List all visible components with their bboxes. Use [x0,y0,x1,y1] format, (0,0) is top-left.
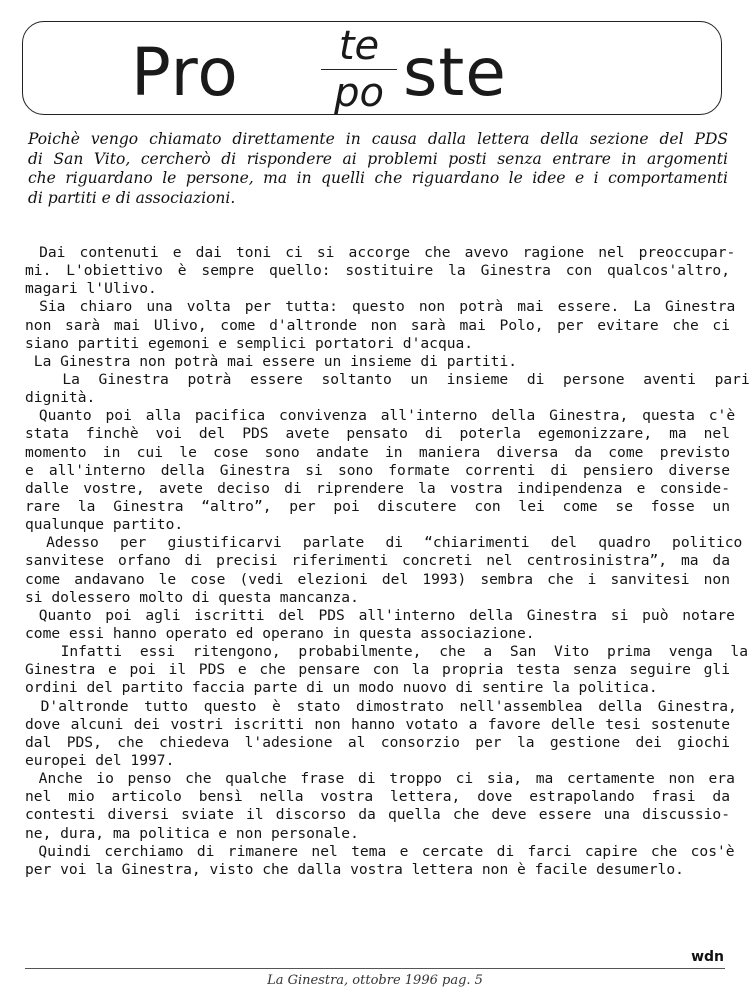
body-line: europei del 1997. [25,751,175,769]
body-line: come essi hanno operato ed operano in questa associazione. [25,624,535,642]
body-line: La Ginestra non potrà mai essere un insieme di partiti. [25,352,518,370]
intro-line: di partiti e di associazioni. [28,188,236,207]
body-line: magari l'Ulivo. [25,280,157,298]
body-line: si dolessero molto di questa mancanza. [25,588,359,606]
body-line: dove alcuni dei vostri iscritti non hanno votato a favore delle tesi sostenute [25,715,730,733]
body-line: nel mio articolo bensì nella vostra lettera, dove estrapolando frasi da [25,788,730,806]
intro-paragraph [28,130,728,208]
body-line: dal PDS, che chiedeva l'adesione al consorzio per la gestione dei giochi [25,733,730,751]
body-line: ne, dura, ma politica e non personale. [25,824,359,842]
page-footer: La Ginestra, ottobre 1996 pag. 5 [267,973,483,988]
body-line: mi. L'obiettivo è sempre quello: sostituire la Ginestra con qualcos'altro, [25,262,730,280]
article-body [25,244,750,879]
body-line: per voi la Ginestra, visto che dalla vostra lettera non è facile desumerlo. [25,860,684,878]
body-line: Dai contenuti e dai toni ci si accorge che avevo ragione nel preoccupar- [25,244,736,261]
body-line: stata finchè voi del PDS avete pensato di poterla egemonizzare, ma nel [25,425,730,443]
intro-line: di San Vito, cercherò di rispondere ai problemi posti senza entrare in argomenti [28,149,728,168]
body-line: come andavano le cose (vedi elezioni del 1993) sembra che i sanvitesi non [25,570,730,588]
body-line: sanvitese orfano di precisi riferimenti concreti nel centrosinistra”, ma da [25,552,730,570]
body-line: contesti diversi sviate il discorso da quella che deve essere una discussio- [25,806,730,824]
body-line: siano partiti egemoni e semplici portatori d'acqua. [25,334,474,352]
body-line: rare la Ginestra “altro”, per poi discutere con lei come se fosse un [25,497,730,515]
intro-line: che riguardano le persone, ma in quelli che riguardano le idee e i comportamenti [28,169,728,187]
body-line: Infatti essi ritengono, probabilmente, che a San Vito prima venga la [25,643,748,661]
body-line: ordini del partito faccia parte di un modo nuovo di sentire la politica. [25,679,658,697]
body-line: momento in cui le cose sono andate in maniera diversa da come previsto [25,443,730,461]
body-line: Quindi cerchiamo di rimanere nel tema e cercate di farci capire che cos'è [25,842,735,860]
body-line: e all'interno della Ginestra si sono formate correnti di pensiero diverse [25,461,730,479]
body-line: Adesso per giustificarvi parlate di “chiarimenti del quadro politico [25,534,743,552]
body-line: Sia chiaro una volta per tutta: questo non potrà mai essere. La Ginestra [25,298,736,316]
body-line: Quanto poi alla pacifica convivenza all'interno della Ginestra, questa c'è [25,407,736,425]
intro-line: Poichè vengo chiamato direttamente in causa dalla lettera della sezione del PDS [28,130,728,148]
body-line: non sarà mai Ulivo, come d'altronde non sarà mai Polo, per evitare che ci [25,316,730,334]
masthead-title-top: te [338,23,380,69]
masthead-title-right: ste [403,34,507,111]
masthead-title-bottom: po [334,70,384,116]
body-line: Ginestra e poi il PDS e che pensare con la propria testa senza seguire gli [25,661,730,679]
body-line: Quanto poi agli iscritti del PDS all'interno della Ginestra si può notare [25,606,735,624]
footer-divider [25,968,725,969]
masthead-title-left: Pro [131,34,239,111]
author-signature: wdn [691,949,724,965]
body-line: Anche io penso che qualche frase di troppo ci sia, ma certamente non era [25,770,735,788]
body-line: D'altronde tutto questo è stato dimostrato nell'assemblea della Ginestra, [25,697,737,715]
masthead-banner [22,21,722,115]
body-line: dignità. [25,389,96,407]
body-line: qualunque partito. [25,516,184,534]
body-line: dalle vostre, avete deciso di riprendere la vostra indipendenza e conside- [25,479,730,497]
body-line: La Ginestra potrà essere soltanto un insieme di persone aventi pari [25,370,750,388]
masthead-title-stack [315,23,403,116]
